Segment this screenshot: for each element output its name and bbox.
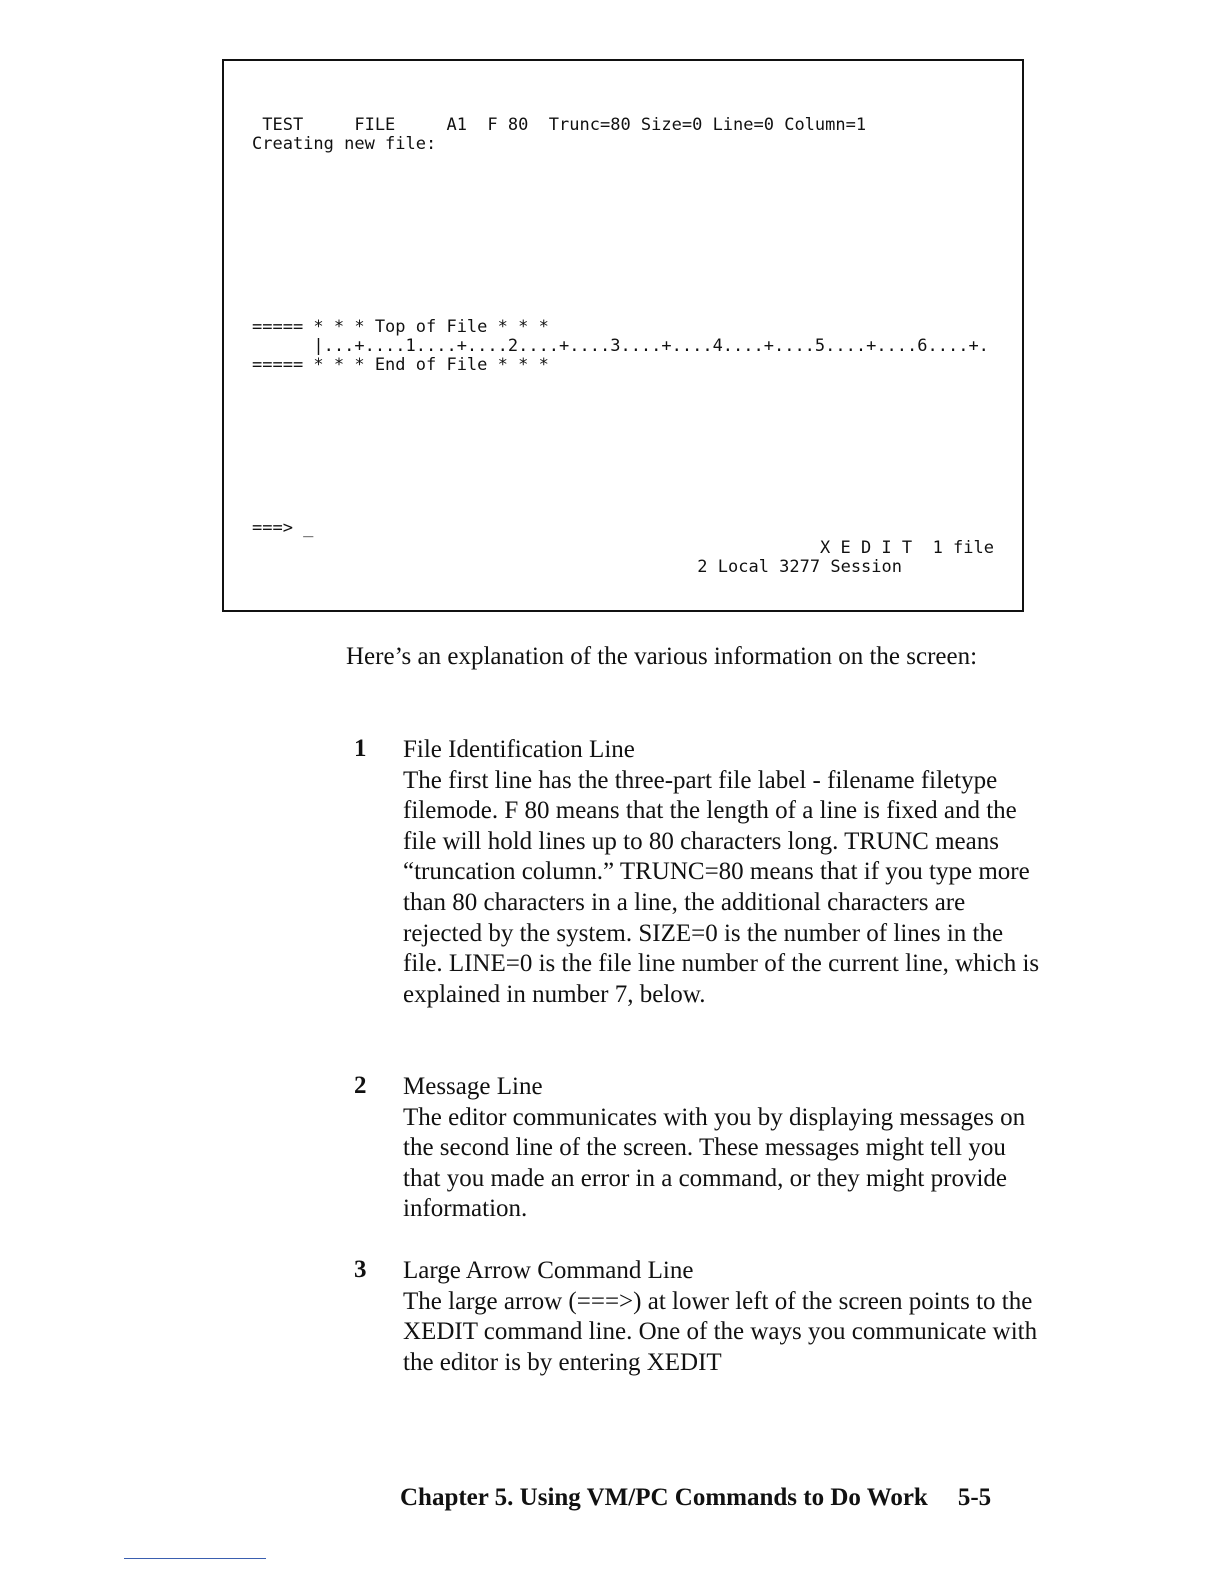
message-line: Creating new file: bbox=[252, 134, 437, 154]
item-2-title: Message Line bbox=[403, 1073, 543, 1100]
item-1-text: The first line has the three-part file label - filename filetype filemode. F 80 means that the length of a line is fixed and the file will hold lines up to 80 characters long. TRUNC means “truncation column.” TRUNC=80 means that if you type more than 80 characters in a line, the additional characters are rejected by the system. SIZE=0 is the number of lines in the file. LINE=0 is the file line number of the current line, which is explained in number 7, below. bbox=[403, 766, 1040, 1008]
chapter-title: Chapter 5. Using VM/PC Commands to Do Work bbox=[400, 1484, 928, 1511]
command-line: ===> _ bbox=[252, 518, 314, 538]
item-2-text: The editor communicates with you by displaying messages on the second line of the screen. These messages might tell you that you made an error in a command, or they might provide information. bbox=[403, 1103, 1026, 1223]
session-line: 2 Local 3277 Session bbox=[697, 557, 902, 577]
item-3-title: Large Arrow Command Line bbox=[403, 1257, 694, 1284]
top-of-file-line: ===== * * * Top of File * * * bbox=[252, 317, 549, 337]
item-3-text: The large arrow (===>) at lower left of the screen points to the XEDIT command line. One of the ways you communicate with the editor is by entering XEDIT bbox=[403, 1287, 1038, 1376]
page-number: 5-5 bbox=[957, 1484, 992, 1511]
item-2 bbox=[403, 1072, 1043, 1225]
scale-line: |...+....1....+....2....+....3....+....4....+....5....+....6....+. bbox=[252, 336, 989, 356]
item-number-3: 3 bbox=[354, 1256, 367, 1283]
intro-paragraph: Here’s an explanation of the various information on the screen: bbox=[346, 643, 978, 670]
footer-rule bbox=[124, 1558, 266, 1559]
item-1 bbox=[403, 735, 1043, 1010]
xedit-screen-figure bbox=[222, 59, 1024, 612]
item-number-2: 2 bbox=[354, 1072, 367, 1099]
page-footer bbox=[400, 1484, 991, 1512]
file-identification-line: TEST FILE A1 F 80 Trunc=80 Size=0 Line=0 Column=1 bbox=[252, 115, 867, 135]
status-line: X E D I T 1 file bbox=[820, 538, 994, 558]
item-3 bbox=[403, 1256, 1043, 1378]
end-of-file-line: ===== * * * End of File * * * bbox=[252, 355, 549, 375]
item-1-title: File Identification Line bbox=[403, 736, 635, 763]
item-number-1: 1 bbox=[354, 735, 367, 762]
